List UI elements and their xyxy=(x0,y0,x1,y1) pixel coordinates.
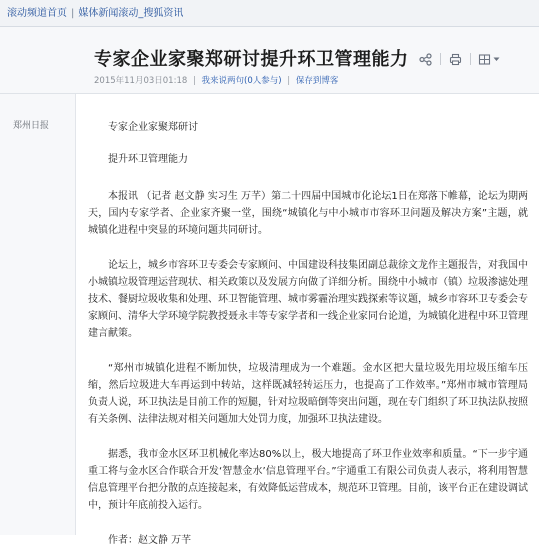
article-source: 郑州日报 xyxy=(13,121,50,131)
article-paragraph: “郑州市城镇化进程不断加快，垃圾清理成为一个难题。金水区把大量垃圾先用垃圾压缩车压缩，然后垃圾进大车再运到中转站，这样既减轻转运压力，也提高了工作效率。”郑州市城市管理局负责人说，环卫执法是目前工作的短腿，针对垃圾暗倒等突出问题，现在专门组织了环卫执法队按照有关条例、法律法规对相关问题加大处罚力度，加强环卫执法建设。 xyxy=(88,363,528,425)
print-icon[interactable] xyxy=(448,52,463,67)
sidebar-source xyxy=(0,94,76,535)
article-paragraph: 论坛上，城乡市容环卫专委会专家顾问、中国建设科技集团副总裁徐文龙作主题报告，对我国中小城镇垃圾管理运营现状、相关政策以及发展方向做了详细分析。围绕中小城市（镇）垃圾渗滤处理技术、餐厨垃圾收集和处理、环卫智能管理、城市雾霾治理实践探索等议题，城乡市容环卫专委会专家顾问、清华大学环境学院教授聂永丰等专家学者和一线企业家同台论道，为城镇化进程中环卫管理建言献策。 xyxy=(88,260,528,339)
chevron-down-icon xyxy=(493,57,500,62)
comment-link[interactable]: 我来说两句(0人参与) xyxy=(201,76,282,86)
breadcrumb xyxy=(0,0,539,27)
grid-dropdown-icon xyxy=(478,53,491,66)
article-body xyxy=(88,94,528,549)
article-paragraph: 专家企业家聚郑研讨 xyxy=(108,122,198,133)
save-to-blog-link[interactable]: 保存到博客 xyxy=(295,76,339,86)
toolbar-divider xyxy=(470,53,471,65)
article-timestamp: 2015年11月03日01:18 xyxy=(94,76,188,86)
article-author: 作者：赵文静 万芊 xyxy=(108,535,192,546)
page-title: 专家企业家聚郑研讨提升环卫管理能力 xyxy=(94,49,409,70)
article-header xyxy=(0,27,539,94)
article-paragraph: 提升环卫管理能力 xyxy=(108,154,188,165)
article-paragraph: 本报讯 （记者 赵文静 实习生 万芊）第二十四届中国城市化论坛1日在郑落下帷幕，论坛为期两天，国内专家学者、企业家齐聚一堂，围绕“城镇化与中小城市市容环卫问题及解决方案”主题，就城镇化进程中突显的环境问题共同研讨。 xyxy=(88,191,528,236)
breadcrumb-home-link[interactable]: 滚动频道首页 xyxy=(7,8,67,19)
breadcrumb-separator: | xyxy=(71,8,75,19)
meta-separator: | xyxy=(287,76,291,86)
share-icon[interactable] xyxy=(418,52,433,67)
meta-separator: | xyxy=(192,76,196,86)
breadcrumb-channel-link[interactable]: 媒体新闻滚动_搜狐资讯 xyxy=(78,8,184,19)
article-paragraph: 据悉，我市金水区环卫机械化率达80%以上，极大地提高了环卫作业效率和质量。“下一步宇通重工将与金水区合作联合开发‘智慧金水’信息管理平台。”宇通重工有限公司负责人表示，将利用智慧信息管理平台把分散的点连接起来，有效降低运营成本，规范环卫管理。目前，该平台正在建设调试中，预计年底前投入运行。 xyxy=(88,449,528,511)
toolbar-divider xyxy=(440,53,441,65)
more-options-dropdown[interactable] xyxy=(478,53,500,66)
article-toolbar xyxy=(418,49,500,69)
article-meta xyxy=(94,74,338,86)
